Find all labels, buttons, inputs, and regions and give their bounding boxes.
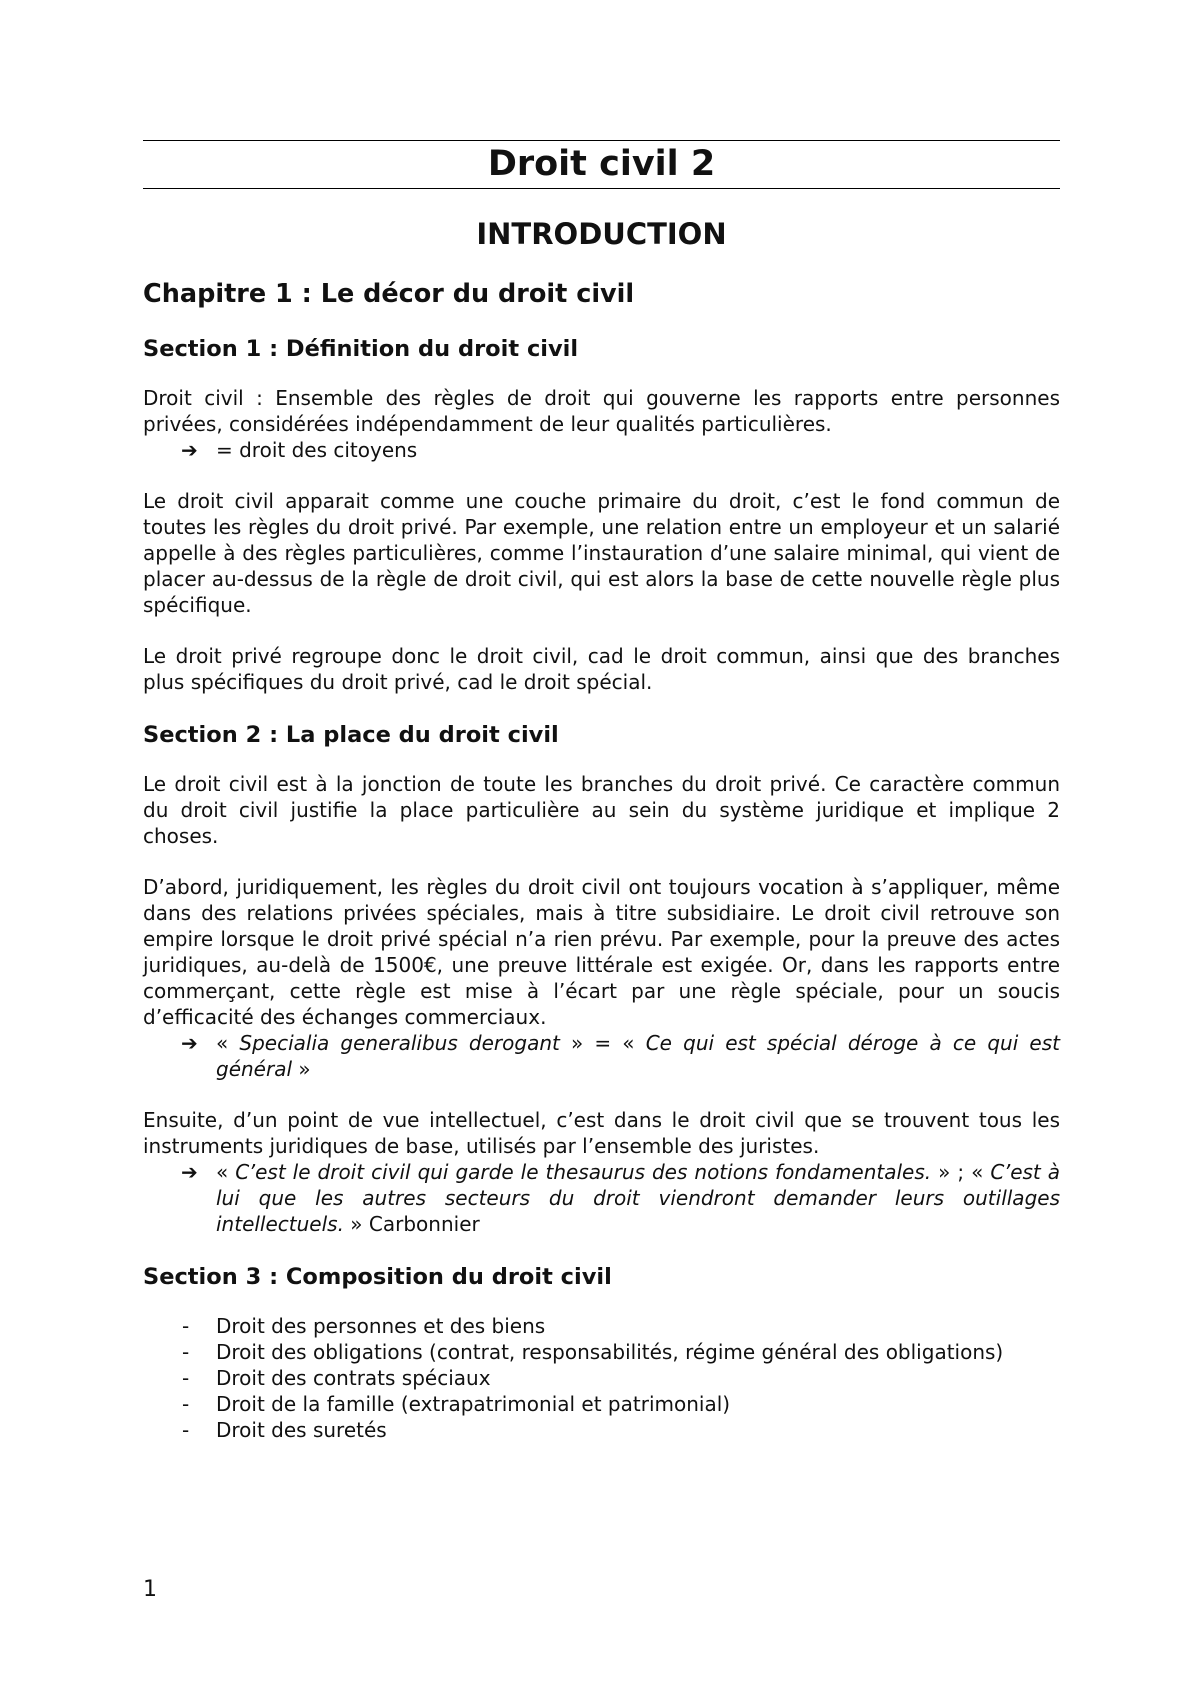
- section-2-paragraph-2: D’abord, juridiquement, les règles du droit civil ont toujours vocation à s’appliquer, même dans des relations privées spéciales, mais à titre subsidiaire. Le droit civil retrouve son empire lorsque le droit privé spécial n’a rien prévu. Par exemple, pour la preuve des actes juridiques, au-delà de 1500€, une preuve littérale est exigée. Or, dans les rapports entre commerçant, cette règle est mise à l’écart par une règle spéciale, pour un soucis d’efficacité des échanges commerciaux.: [143, 875, 1060, 1029]
- latin-maxim: Specialia generalibus derogant: [239, 1031, 560, 1055]
- chapter-heading: Chapitre 1 : Le décor du droit civil: [143, 279, 635, 309]
- quote-attribution: » Carbonnier: [343, 1212, 480, 1236]
- list-item: - Droit des obligations (contrat, responsabilités, régime général des obligations): [182, 1340, 1004, 1364]
- title-block: [143, 140, 1060, 189]
- dash-bullet-icon: -: [182, 1314, 190, 1338]
- dash-bullet-icon: -: [182, 1418, 190, 1442]
- composition-list: [143, 1313, 1060, 1443]
- french-maxim: Ce qui est spécial déroge à ce qui est général: [216, 1031, 1060, 1081]
- dash-bullet-icon: -: [182, 1340, 190, 1364]
- section-1-heading: Section 1 : Définition du droit civil: [143, 336, 579, 362]
- dash-bullet-icon: -: [182, 1366, 190, 1390]
- carbonnier-quote-2: C’est à lui que les autres secteurs du droit viendront demander leurs outillages intellectuels.: [216, 1160, 1061, 1236]
- quote-close: »: [292, 1057, 311, 1081]
- section-1-paragraph-1: Droit civil : Ensemble des règles de droit qui gouverne les rapports entre personnes privées, considérées indépendamment de leur qualités particulières.: [143, 386, 1060, 436]
- arrow-right-icon: ➔: [181, 438, 198, 462]
- carbonnier-quote-1: C’est le droit civil qui garde le thesaurus des notions fondamentales.: [235, 1160, 932, 1184]
- section-2-paragraph-3: Ensuite, d’un point de vue intellectuel, c’est dans le droit civil que se trouvent tous les instruments juridiques de base, utilisés par l’ensemble des juristes.: [143, 1108, 1060, 1158]
- section-3-heading: Section 3 : Composition du droit civil: [143, 1264, 612, 1290]
- list-item: - Droit des personnes et des biens: [182, 1314, 546, 1338]
- page-number: 1: [143, 1577, 157, 1602]
- section-2-arrow-item-1: [143, 1030, 1060, 1082]
- section-1-arrow-item: [143, 437, 1060, 463]
- section-1-paragraph-3: Le droit privé regroupe donc le droit civil, cad le droit commun, ainsi que des branches plus spécifiques du droit privé, cad le droit spécial.: [143, 644, 1060, 694]
- list-item: - Droit de la famille (extrapatrimonial et patrimonial): [182, 1392, 731, 1416]
- arrow-item-text: = droit des citoyens: [216, 438, 418, 462]
- list-item: - Droit des contrats spéciaux: [182, 1366, 491, 1390]
- section-2-heading: Section 2 : La place du droit civil: [143, 722, 559, 748]
- quote-open: «: [216, 1160, 236, 1184]
- arrow-right-icon: ➔: [181, 1031, 198, 1055]
- quote-separator: » ; «: [931, 1160, 991, 1184]
- quote-mid: » = «: [559, 1031, 646, 1055]
- introduction-heading: INTRODUCTION: [476, 217, 727, 251]
- arrow-right-icon: ➔: [181, 1160, 198, 1184]
- section-2-paragraph-1: Le droit civil est à la jonction de toute les branches du droit privé. Ce caractère commun du droit civil justifie la place particulière au sein du système juridique et implique 2 choses.: [143, 772, 1060, 848]
- document-title: Droit civil 2: [487, 144, 716, 184]
- document-page: [143, 140, 1060, 1443]
- quote-open: «: [216, 1031, 240, 1055]
- list-item: - Droit des suretés: [182, 1418, 387, 1442]
- section-1-paragraph-2: Le droit civil apparait comme une couche primaire du droit, c’est le fond commun de toutes les règles du droit privé. Par exemple, une relation entre un employeur et un salarié appelle à des règles particulières, comme l’instauration d’une salaire minimal, qui vient de placer au-dessus de la règle de droit civil, qui est alors la base de cette nouvelle règle plus spécifique.: [143, 489, 1060, 617]
- dash-bullet-icon: -: [182, 1392, 190, 1416]
- section-2-arrow-item-2: [143, 1159, 1060, 1237]
